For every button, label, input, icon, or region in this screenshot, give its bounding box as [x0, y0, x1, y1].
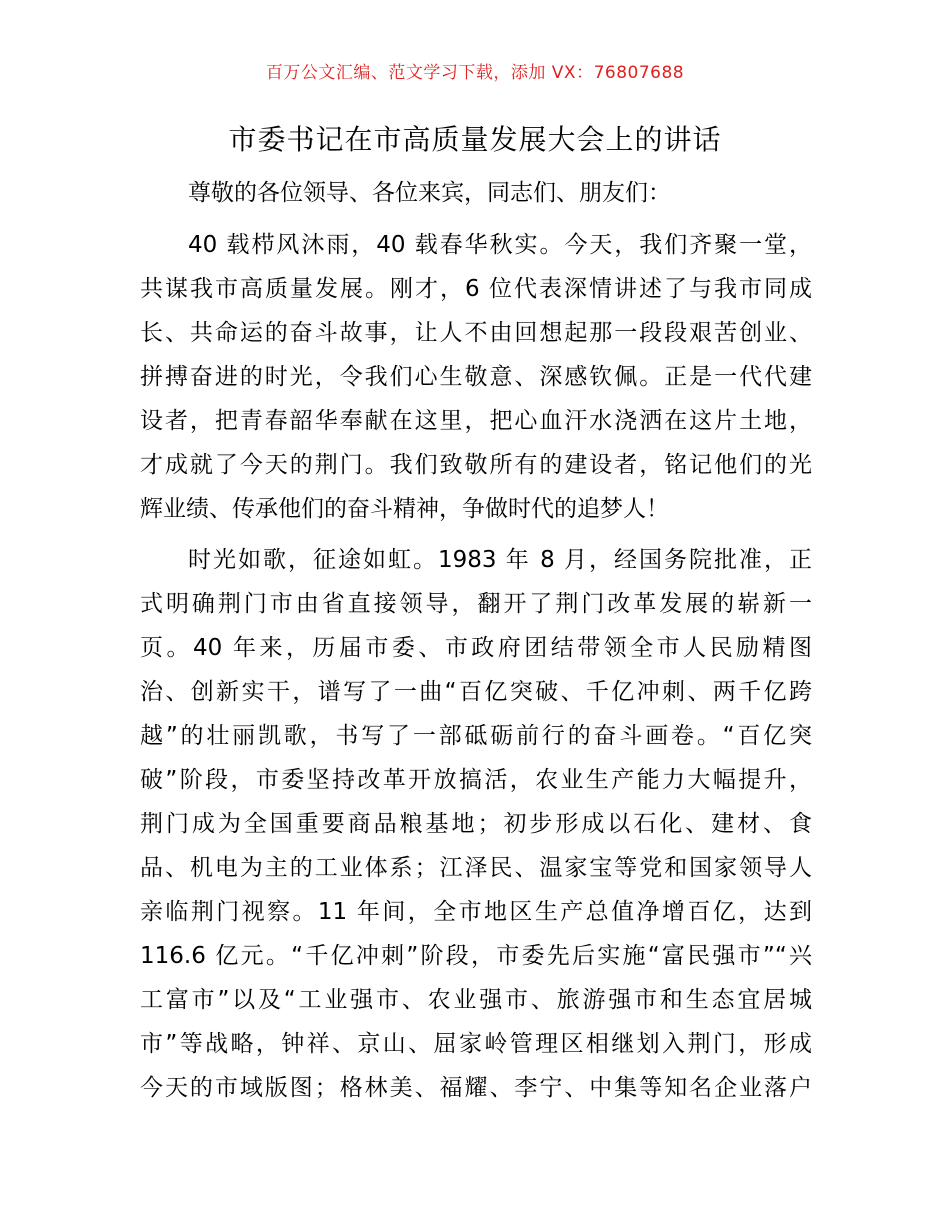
body-line: 时光如歌，征途如虹。1983 年 8 月，经国务院批准，正: [188, 547, 812, 573]
body-line: 共谋我市高质量发展。刚才，6 位代表深情讲述了与我市同成: [140, 276, 812, 302]
body-line: 越”的壮丽凯歌，书写了一部砥砺前行的奋斗画卷。“百亿突: [140, 723, 812, 749]
body-line: 式明确荆门市由省直接领导，翻开了荆门改革发展的崭新一: [140, 591, 812, 617]
body-line: 市”等战略，钟祥、京山、屈家岭管理区相继划入荆门，形成: [140, 1031, 812, 1057]
body-line: 荆门成为全国重要商品粮基地；初步形成以石化、建材、食: [140, 811, 812, 837]
body-line: 页。40 年来，历届市委、市政府团结带领全市人民励精图: [140, 635, 812, 661]
watermark-header: 百万公文汇编、范文学习下载，添加 VX：76807688: [265, 63, 685, 83]
body-line: 116.6 亿元。“千亿冲刺”阶段，市委先后实施“富民强市”“兴: [140, 943, 812, 969]
body-line: 今天的市域版图；格林美、福耀、李宁、中集等知名企业落户: [140, 1075, 812, 1101]
body-line: 亲临荆门视察。11 年间，全市地区生产总值净增百亿，达到: [140, 899, 812, 925]
body-line: 40 载栉风沐雨，40 载春华秋实。今天，我们齐聚一堂，: [188, 232, 812, 258]
document-title: 市委书记在市高质量发展大会上的讲话: [228, 123, 722, 156]
body-line: 品、机电为主的工业体系；江泽民、温家宝等党和国家领导人: [140, 855, 812, 881]
body-line: 才成就了今天的荆门。我们致敬所有的建设者，铭记他们的光: [140, 452, 812, 478]
body-line: 长、共命运的奋斗故事，让人不由回想起那一段段艰苦创业、: [140, 320, 812, 346]
body-line: 工富市”以及“工业强市、农业强市、旅游强市和生态宜居城: [140, 987, 812, 1013]
body-line: 治、创新实干，谱写了一曲“百亿突破、千亿冲刺、两千亿跨: [140, 679, 812, 705]
body-line: 设者，把青春韶华奉献在这里，把心血汗水浇洒在这片土地，: [140, 408, 812, 434]
body-line: 拼搏奋进的时光，令我们心生敬意、深感钦佩。正是一代代建: [140, 364, 812, 390]
body-line: 破”阶段，市委坚持改革开放搞活，农业生产能力大幅提升，: [140, 767, 812, 793]
salutation-line: 尊敬的各位领导、各位来宾，同志们、朋友们：: [188, 180, 671, 206]
body-line: 辉业绩、传承他们的奋斗精神，争做时代的追梦人！: [140, 496, 669, 522]
